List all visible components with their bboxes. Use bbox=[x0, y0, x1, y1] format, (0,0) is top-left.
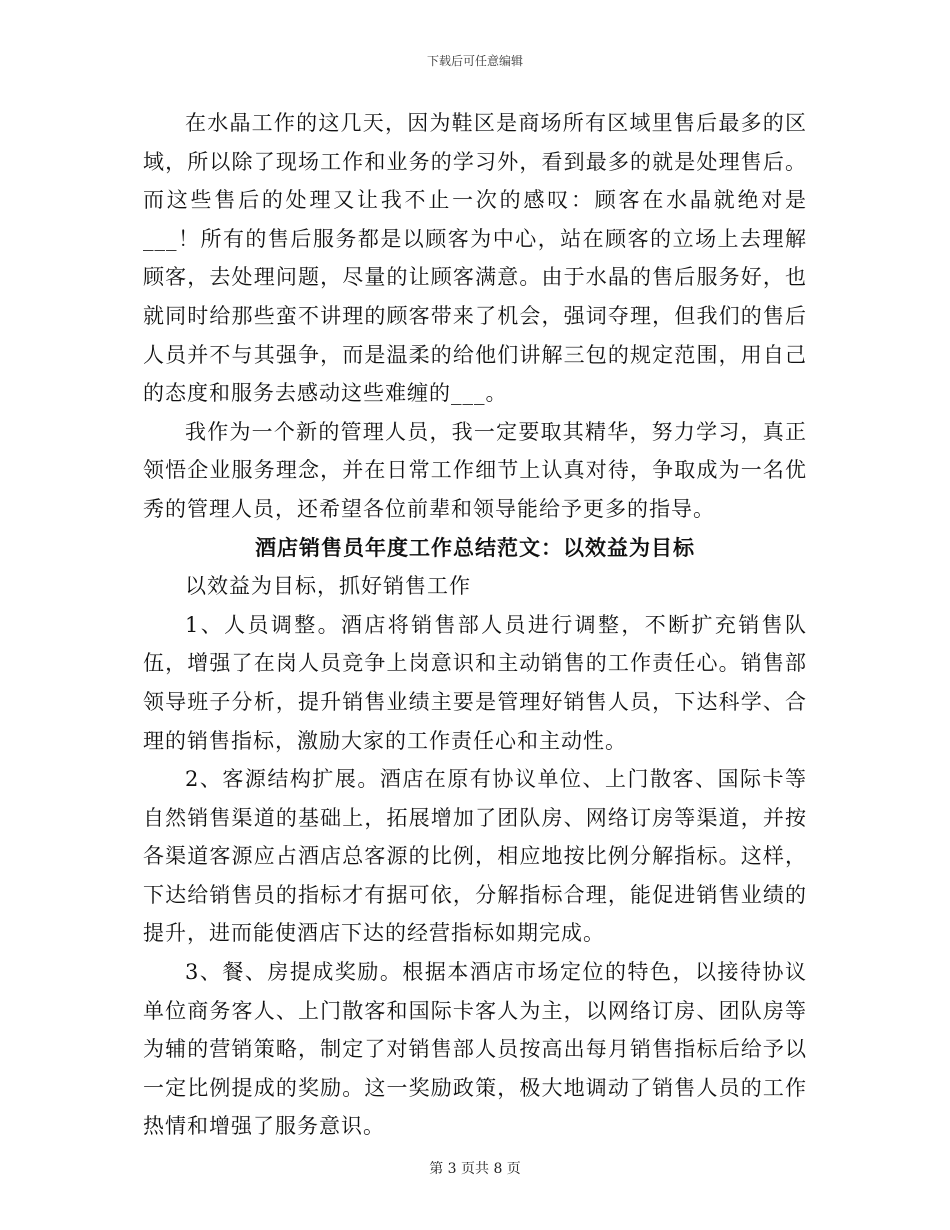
paragraph: 2、客源结构扩展。酒店在原有协议单位、上门散客、国际卡等自然销售渠道的基础上，拓展增加了团队房、网络订房等渠道，并按各渠道客源应占酒店总客源的比例，相应地按比例分解指标。这样，下达给销售员的指标才有据可依，分解指标合理，能促进销售业绩的提升，进而能使酒店下达的经营指标如期完成。 bbox=[143, 767, 807, 946]
paragraph: 3、餐、房提成奖励。根据本酒店市场定位的特色，以接待协议单位商务客人、上门散客和国际卡客人为主，以网络订房、团队房等为辅的营销策略，制定了对销售部人员按高出每月销售指标后给予以一定比例提成的奖励。这一奖励政策，极大地调动了销售人员的工作热情和增强了服务意识。 bbox=[143, 960, 807, 1139]
paragraph: 1、人员调整。酒店将销售部人员进行调整，不断扩充销售队伍，增强了在岗人员竞争上岗意识和主动销售的工作责任心。销售部领导班子分析，提升销售业绩主要是管理好销售人员，下达科学、合理的销售指标，激励大家的工作责任心和主动性。 bbox=[143, 612, 807, 753]
document-body bbox=[143, 104, 807, 1146]
section-heading: 酒店销售员年度工作总结范文：以效益为目标 bbox=[255, 534, 695, 560]
paragraph: 以效益为目标，抓好销售工作 bbox=[185, 574, 471, 599]
page-footer: 第 3 页共 8 页 bbox=[429, 1161, 521, 1177]
header-note: 下载后可任意编辑 bbox=[426, 54, 523, 68]
paragraph: 在水晶工作的这几天，因为鞋区是商场所有区域里售后最多的区域，所以除了现场工作和业务的学习外，看到最多的就是处理售后。而这些售后的处理又让我不止一次的感叹：顾客在水晶就绝对是___！所有的售后服务都是以顾客为中心，站在顾客的立场上去理解顾客，去处理问题，尽量的让顾客满意。由于水晶的售后服务好，也就同时给那些蛮不讲理的顾客带来了机会，强词夺理，但我们的售后人员并不与其强争，而是温柔的给他们讲解三包的规定范围，用自己的态度和服务去感动这些难缠的___。 bbox=[143, 111, 807, 406]
paragraph: 我作为一个新的管理人员，我一定要取其精华，努力学习，真正领悟企业服务理念，并在日常工作细节上认真对待，争取成为一名优秀的管理人员，还希望各位前辈和领导能给予更多的指导。 bbox=[143, 419, 807, 521]
